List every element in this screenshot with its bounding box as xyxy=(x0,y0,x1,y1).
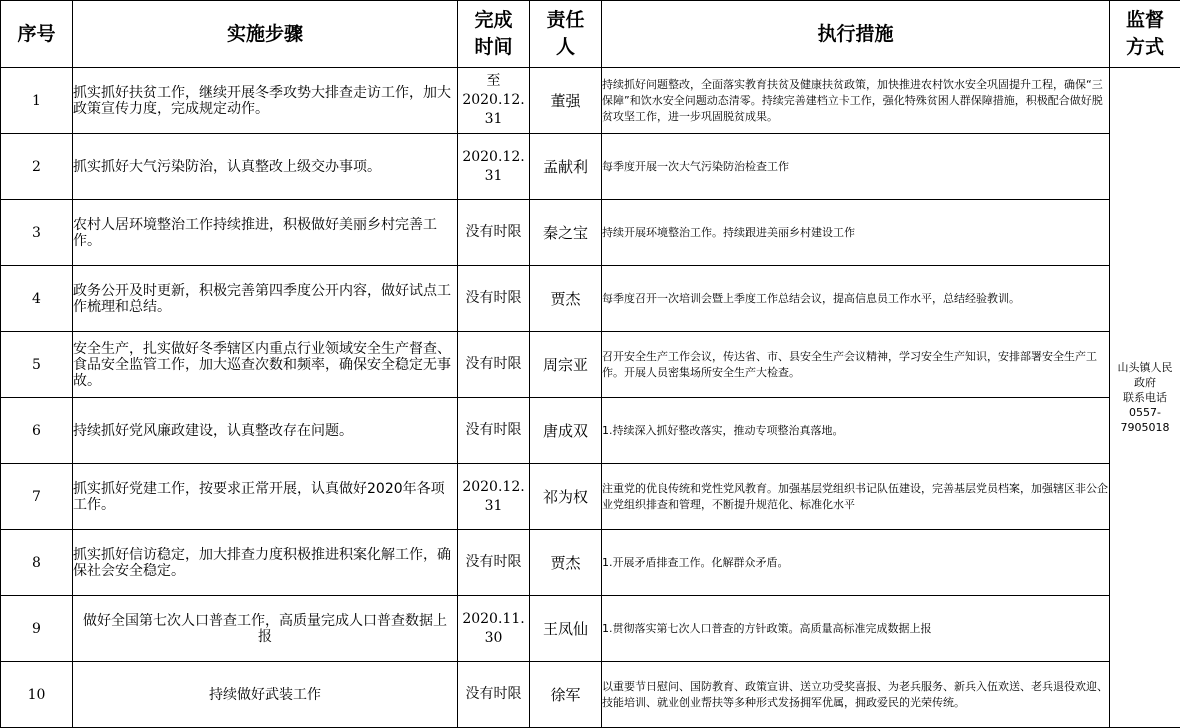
completion-time: 至 2020.12. 31 xyxy=(458,68,530,134)
implementation-step: 抓实抓好信访稳定，加大排查力度积极推进积案化解工作，确保社会安全稳定。 xyxy=(73,530,458,596)
implementation-step: 抓实抓好党建工作，按要求正常开展，认真做好2020年各项工作。 xyxy=(73,464,458,530)
header-step: 实施步骤 xyxy=(73,1,458,68)
implementation-step: 农村人居环境整治工作持续推进，积极做好美丽乡村完善工作。 xyxy=(73,200,458,266)
completion-time: 没有时限 xyxy=(458,398,530,464)
completion-time: 2020.12. 31 xyxy=(458,134,530,200)
execution-measure: 以重要节日慰问、国防教育、政策宣讲、送立功受奖喜报、为老兵服务、新兵入伍欢送、老兵退役欢迎、技能培训、就业创业帮扶等多种形式发扬拥军优属，拥政爱民的光荣传统。 xyxy=(602,662,1110,728)
row-number: 10 xyxy=(1,662,73,728)
header-supervise-line1: 监督 xyxy=(1110,7,1180,34)
implementation-step: 抓实抓好大气污染防治，认真整改上级交办事项。 xyxy=(73,134,458,200)
supervision-line5: 7905018 xyxy=(1110,420,1180,435)
supervision-line1: 山头镇人民 xyxy=(1110,360,1180,375)
supervision-line3: 联系电话 xyxy=(1110,390,1180,405)
header-person-line2: 人 xyxy=(530,34,601,61)
responsible-person: 周宗亚 xyxy=(530,332,602,398)
implementation-step: 持续抓好党风廉政建设，认真整改存在问题。 xyxy=(73,398,458,464)
header-person-line1: 责任 xyxy=(530,7,601,34)
table-row xyxy=(1,200,1180,266)
responsible-person: 贾杰 xyxy=(530,530,602,596)
responsible-person: 董强 xyxy=(530,68,602,134)
implementation-step: 持续做好武装工作 xyxy=(73,662,458,728)
responsible-person: 秦之宝 xyxy=(530,200,602,266)
responsible-person: 祁为权 xyxy=(530,464,602,530)
header-deadline xyxy=(458,1,530,68)
header-deadline-line2: 时间 xyxy=(458,34,529,61)
responsible-person: 贾杰 xyxy=(530,266,602,332)
implementation-step: 抓实抓好扶贫工作，继续开展冬季攻势大排查走访工作，加大政策宣传力度，完成规定动作。 xyxy=(73,68,458,134)
row-number: 1 xyxy=(1,68,73,134)
execution-measure: 1.贯彻落实第七次人口普查的方针政策。高质量高标准完成数据上报 xyxy=(602,596,1110,662)
table-row xyxy=(1,530,1180,596)
implementation-step: 政务公开及时更新，积极完善第四季度公开内容，做好试点工作梳理和总结。 xyxy=(73,266,458,332)
header-supervise-line2: 方式 xyxy=(1110,34,1180,61)
row-number: 3 xyxy=(1,200,73,266)
supervision-method xyxy=(1110,68,1180,728)
completion-time: 没有时限 xyxy=(458,266,530,332)
table-row xyxy=(1,68,1180,134)
table-row xyxy=(1,134,1180,200)
completion-time: 2020.12. 31 xyxy=(458,464,530,530)
supervision-line4: 0557- xyxy=(1110,405,1180,420)
execution-measure: 每季度召开一次培训会暨上季度工作总结会议，提高信息员工作水平，总结经验教训。 xyxy=(602,266,1110,332)
completion-time: 没有时限 xyxy=(458,200,530,266)
execution-measure: 持续开展环境整治工作。持续跟进美丽乡村建设工作 xyxy=(602,200,1110,266)
completion-time: 2020.11. 30 xyxy=(458,596,530,662)
table-row xyxy=(1,266,1180,332)
header-person xyxy=(530,1,602,68)
responsible-person: 徐军 xyxy=(530,662,602,728)
row-number: 9 xyxy=(1,596,73,662)
header-supervise xyxy=(1110,1,1180,68)
supervision-line2: 政府 xyxy=(1110,375,1180,390)
row-number: 2 xyxy=(1,134,73,200)
implementation-step: 安全生产，扎实做好冬季辖区内重点行业领域安全生产督查、食品安全监管工作，加大巡查次数和频率，确保安全稳定无事故。 xyxy=(73,332,458,398)
execution-measure: 注重党的优良传统和党性党风教育。加强基层党组织书记队伍建设，完善基层党员档案，加强辖区非公企业党组织排查和管理，不断提升规范化、标准化水平 xyxy=(602,464,1110,530)
header-num: 序号 xyxy=(1,1,73,68)
implementation-step: 做好全国第七次人口普查工作，高质量完成人口普查数据上报 xyxy=(73,596,458,662)
table-row xyxy=(1,464,1180,530)
execution-measure: 召开安全生产工作会议，传达省、市、县安全生产会议精神，学习安全生产知识，安排部署安全生产工作。开展人员密集场所安全生产大检查。 xyxy=(602,332,1110,398)
table-row xyxy=(1,332,1180,398)
row-number: 4 xyxy=(1,266,73,332)
table-row xyxy=(1,398,1180,464)
execution-measure: 持续抓好问题整改，全面落实教育扶贫及健康扶贫政策，加快推进农村饮水安全巩固提升工程，确保“三保障”和饮水安全问题动态清零。持续完善建档立卡工作，强化特殊贫困人群保障措施，积极配合做好脱贫攻坚工作，进一步巩固脱贫成果。 xyxy=(602,68,1110,134)
completion-time: 没有时限 xyxy=(458,530,530,596)
row-number: 8 xyxy=(1,530,73,596)
header-measure: 执行措施 xyxy=(602,1,1110,68)
table-row xyxy=(1,662,1180,728)
row-number: 5 xyxy=(1,332,73,398)
header-deadline-line1: 完成 xyxy=(458,7,529,34)
completion-time: 没有时限 xyxy=(458,332,530,398)
execution-measure: 1.开展矛盾排查工作。化解群众矛盾。 xyxy=(602,530,1110,596)
header-row xyxy=(1,1,1180,68)
execution-measure: 每季度开展一次大气污染防治检查工作 xyxy=(602,134,1110,200)
responsible-person: 王凤仙 xyxy=(530,596,602,662)
row-number: 7 xyxy=(1,464,73,530)
row-number: 6 xyxy=(1,398,73,464)
table-row xyxy=(1,596,1180,662)
responsible-person: 唐成双 xyxy=(530,398,602,464)
responsible-person: 孟献利 xyxy=(530,134,602,200)
completion-time: 没有时限 xyxy=(458,662,530,728)
execution-measure: 1.持续深入抓好整改落实，推动专项整治真落地。 xyxy=(602,398,1110,464)
